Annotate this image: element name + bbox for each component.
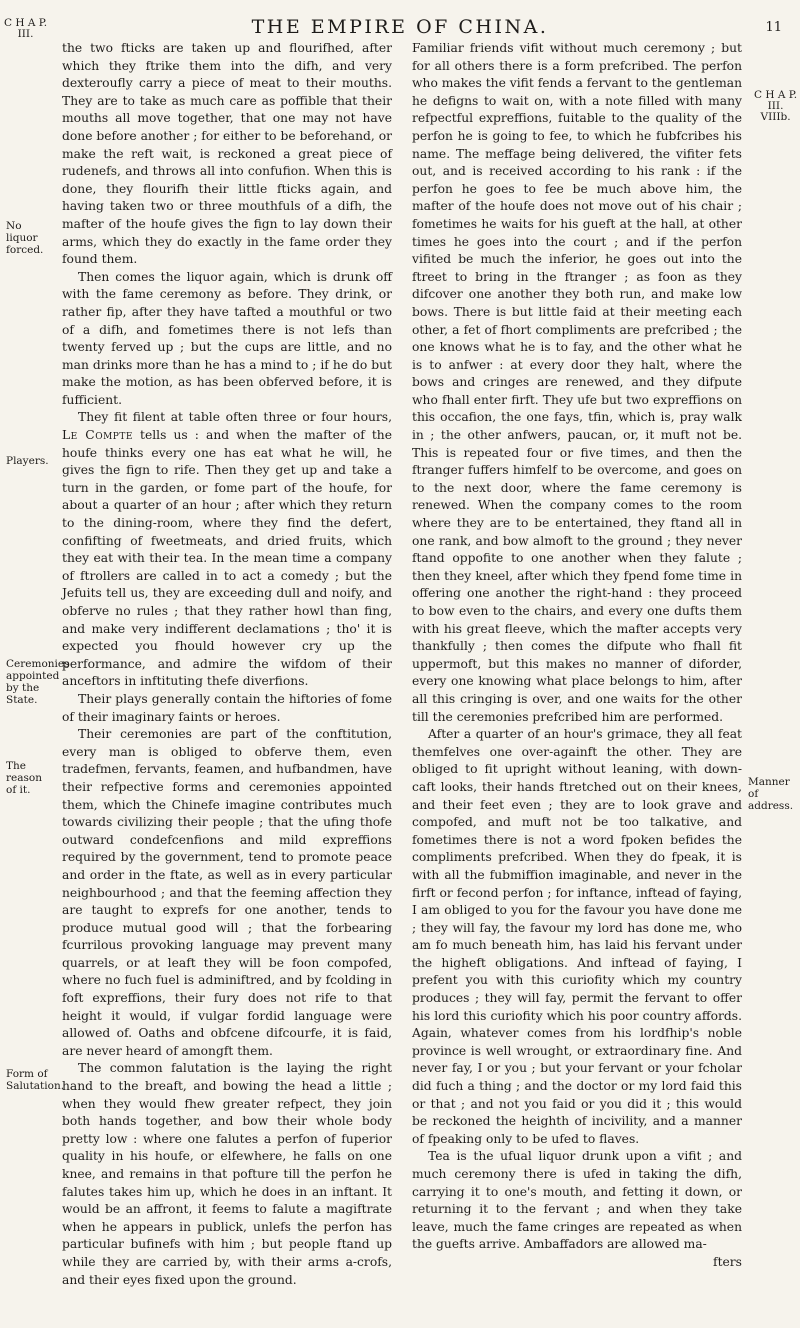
- page-header: [0, 16, 800, 38]
- paragraph: After a quarter of an hour's grimace, they all feat themfelves one over-againft the other. They are obliged to fit upright without leaning, with down-caft looks, their hands ftretched out on their knees, and their feet even ; they are to look grave and compofed, and muft not be too talkative, and fometimes there is not a word fpoken befides the compliments prefcribed. When they do fpeak, it is with all the fubmiffion imaginable, and never in the firft or fecond perfon ; for inftance, inftead of faying, I am obliged to you for the favour you have done me ; they will fay, the favour my lord has done me, who am fo much beneath him, has laid his fervant under the higheft obligations. And inftead of faying, I prefent you with this curiofity which my country produces ; they will fay, permit the fervant to offer his lord this curiofity which his poor country affords. Again, whatever comes from his lordfhip's noble province is well wrought, or extraordinary fine. And never fay, I or you ; but your fervant or your fcholar did fuch a thing ; and the doctor or my lord faid this or that ; and not you faid or you did it ; this would be reckoned the heighth of incivility, and a manner of fpeaking only to be ufed to flaves.: [412, 727, 742, 1146]
- paragraph: the two fticks are taken up and flourifhed, after which they ftrike them into the difh, and very dexteroufly carry a piece of meat to their mouths. They are to take as much care as poffible that their mouths all move together, that one may not have done before another ; for either to be beforehand, or make the reft wait, is reckoned a great piece of rudenefs, and throws all into confufion. When this is done, they flourifh their little fticks again, and having taken two or three mouthfuls of a difh, the mafter of the houfe gives the fign to lay down their arms, which they do exactly in the fame order they found them.: [62, 41, 392, 267]
- chapter-number: III.: [17, 28, 34, 40]
- paragraph: Then comes the liquor again, which is drunk off with the fame ceremony as before. They drink, or rather fip, after they have tafted a mouthful or two of a difh, and fometimes there is not lefs than twenty ferved up ; but the cups are little, and no man drinks more than he has a mind to ; if he do but make the motion, as has been obferved before, it is fufficient.: [62, 269, 392, 407]
- paragraph: Their plays generally contain the hiftories of fome of their imaginary faints or heroes.: [62, 691, 392, 724]
- chapter-number: III.: [767, 100, 784, 112]
- chapter-label-text: C H A P.: [754, 89, 798, 101]
- paragraph: [62, 409, 392, 691]
- margin-note-no-liquor: No liquor forced.: [6, 220, 44, 256]
- page-number: 11: [765, 20, 782, 35]
- chapter-side-note: VIIIb.: [760, 111, 791, 123]
- chapter-label-left: [4, 18, 47, 40]
- margin-note-address: Manner of address.: [748, 776, 794, 812]
- paragraph-text: tells us : and when the mafter of the houfe thinks every one has eat what he will, he gives the fign to rife. Then they get up and take a turn in the garden, or fome part of the houfe, for about a quarter of an hour ; after which they return to the dining-room, where they find the defert, confifting of fweetmeats, and dried fruits, which they eat with their tea. In the mean time a company of ftrollers are called in to act a comedy ; but the Jefuits tell us, they are exceeding dull and noify, and obferve no rules ; that they rather howl than fing, and make very indifferent declamations ; tho' it is expected you fhould however cry up the performance, and admire the wifdom of their anceftors in inftituting thefe diverfions.: [62, 428, 392, 689]
- margin-note-reason: The reason of it.: [6, 760, 42, 796]
- paragraph: The common falutation is the laying the right hand to the breaft, and bowing the head a little ; when they would fhew greater refpect, they join both hands together, and bow their whole body pretty low : where one falutes a perfon of fuperior quality in his houfe, or elfewhere, he falls on one knee, and remains in that pofture till the perfon he falutes takes him up, which he does in an inftant. It would be an affront, it feems to falute a magiftrate when he appears in publick, unlefs the perfon has particular bufinefs with him ; but people ftand up while they are carried by, with their arms a-crofs, and their eyes fixed upon the ground.: [62, 1061, 392, 1287]
- running-title: THE EMPIRE OF CHINA.: [251, 16, 549, 38]
- margin-note-players: Players.: [6, 455, 49, 467]
- right-column: [412, 40, 742, 1272]
- paragraph: Tea is the ufual liquor drunk upon a vifit ; and much ceremony there is ufed in taking the difh, carrying it to one's mouth, and fetting it down, or returning it to the fervant ; and when they take leave, much the fame cringes are repeated as when the guefts arrive. Ambaffadors are allowed ma-: [412, 1149, 742, 1252]
- margin-note-ceremonies: Ceremonies appointed by the State.: [6, 658, 70, 706]
- paragraph: Familiar friends vifit without much ceremony ; but for all others there is a form prefcribed. The perfon who makes the vifit fends a fervant to the gentleman he defigns to wait on, with a note filled with many refpectful expreffions, fuitable to the quality of the perfon he is going to fee, to which he fubfcribes his name. The meffage being delivered, the vifiter fets out, and is received according to his rank : if the perfon he goes to fee be much above him, the mafter of the houfe does not move out of his chair ; fometimes he waits for his gueft at the hall, at other times he goes into the court ; and if the perfon vifited be much the inferior, he goes out into the ftreet to bring in the ftranger ; as foon as they difcover one another they both run, and make low bows. There is but little faid at their meeting each other, a fet of fhort compliments are prefcribed ; the one knows what he is to fay, and the other what he is to anfwer : at every door they halt, where the bows and cringes are renewed, and they difpute who fhall enter firft. They ufe but two expreffions on this occafion, the one fays, tfin, which is, pray walk in ; the other anfwers, paucan, or, it muft not be. This is repeated four or five times, and then the ftranger fuffers himfelf to be overcome, and goes on to the next door, where the fame ceremony is renewed. When the company comes to the room where they are to be entertained, they ftand all in one rank, and bow almoft to the ground ; they never ftand oppofite to one another when they falute ; then they kneel, after which they fpend fome time in offering one another the right-hand : they proceed to bow even to the chairs, and every one dufts them with his great fleeve, which the mafter accepts very thankfully ; then comes the difpute who fhall fit uppermoft, but this makes no manner of diforder, every one knowing what place belongs to him, after all this cringing is over, and one waits for the other till the ceremonies prefcribed him are performed.: [412, 41, 742, 724]
- chapter-label-text: C H A P.: [4, 17, 48, 29]
- author-name: Le Compte: [62, 428, 133, 443]
- chapter-label-right: [754, 90, 797, 123]
- catchword: fters: [713, 1254, 742, 1269]
- margin-note-salutation: Form of Salutation.: [6, 1068, 65, 1092]
- paragraph-text: They fit filent at table often three or four hours,: [78, 410, 392, 425]
- left-column: [62, 40, 392, 1289]
- paragraph: Their ceremonies are part of the conftitution, every man is obliged to obferve them, even tradefmen, fervants, feamen, and hufbandmen, have their refpective forms and ceremonies appointed them, which the Chinefe imagine contributes much towards civilizing their people ; that the ufing thofe outward condefcenfions and mild expreffions required by the government, tend to promote peace and order in the ftate, as well as in every particular neighbourhood ; and that the feeming affection they are taught to exprefs for one another, tends to produce mutual good will ; that the forbearing fcurrilous provoking language may prevent many quarrels, or at leaft they will be foon compofed, where no fuch fuel is adminiftred, and by fcolding in foft expreffions, their fury does not rife to that height it would, if vulgar fordid language were allowed of. Oaths and obfcene difcourfe, it is faid, are never heard of amongft them.: [62, 727, 392, 1058]
